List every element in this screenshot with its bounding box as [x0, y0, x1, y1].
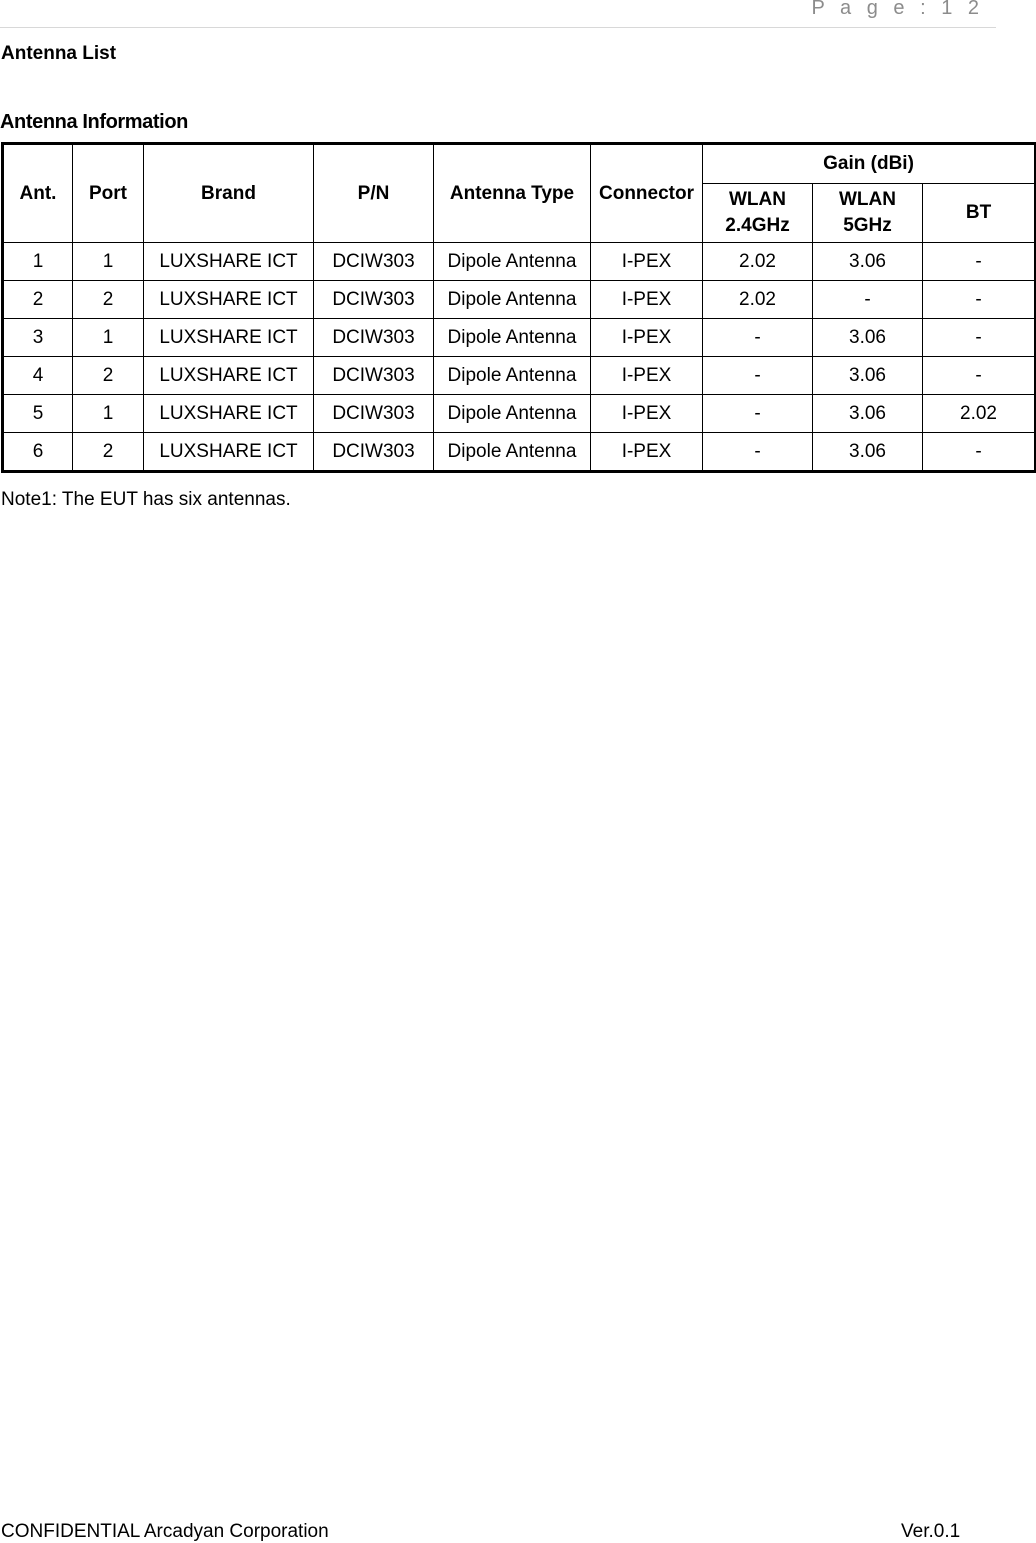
- col-header-wlan-5ghz-line2: 5GHz: [843, 215, 892, 236]
- col-header-pn: P/N: [314, 144, 434, 243]
- table-row: [3, 281, 1036, 319]
- col-header-wlan-5ghz-line1: WLAN: [839, 189, 896, 210]
- cell-brand: LUXSHARE ICT: [144, 357, 314, 395]
- cell-port: 1: [73, 395, 144, 433]
- col-header-bt: BT: [923, 184, 1036, 243]
- cell-port: 2: [73, 433, 144, 472]
- cell-antenna-type: Dipole Antenna: [434, 243, 591, 281]
- cell-gain-bt: -: [923, 281, 1036, 319]
- cell-ant: 5: [3, 395, 73, 433]
- table-header: [3, 144, 1036, 243]
- col-header-connector: Connector: [591, 144, 703, 243]
- cell-connector: I-PEX: [591, 395, 703, 433]
- page-number: P a g e : 1 2: [811, 0, 984, 19]
- cell-pn: DCIW303: [314, 357, 434, 395]
- cell-gain-wlan-5ghz: 3.06: [813, 357, 923, 395]
- cell-antenna-type: Dipole Antenna: [434, 357, 591, 395]
- footer-version: Ver.0.1: [901, 1521, 961, 1542]
- cell-pn: DCIW303: [314, 281, 434, 319]
- cell-ant: 6: [3, 433, 73, 472]
- col-header-wlan-24ghz: [703, 184, 813, 243]
- cell-connector: I-PEX: [591, 319, 703, 357]
- cell-ant: 1: [3, 243, 73, 281]
- col-header-wlan-24ghz-line2: 2.4GHz: [725, 215, 790, 236]
- cell-gain-wlan-24ghz: -: [703, 357, 813, 395]
- cell-antenna-type: Dipole Antenna: [434, 395, 591, 433]
- cell-brand: LUXSHARE ICT: [144, 395, 314, 433]
- table-body: [3, 243, 1036, 472]
- table-row: [3, 243, 1036, 281]
- table-row: [3, 433, 1036, 472]
- cell-gain-wlan-24ghz: -: [703, 395, 813, 433]
- cell-ant: 3: [3, 319, 73, 357]
- col-header-wlan-5ghz: [813, 184, 923, 243]
- subsection-title: Antenna Information: [0, 111, 188, 133]
- cell-port: 1: [73, 319, 144, 357]
- col-header-ant: Ant.: [3, 144, 73, 243]
- cell-brand: LUXSHARE ICT: [144, 281, 314, 319]
- col-header-brand: Brand: [144, 144, 314, 243]
- col-header-gain-group: Gain (dBi): [703, 144, 1036, 184]
- cell-gain-wlan-5ghz: -: [813, 281, 923, 319]
- section-title: Antenna List: [1, 43, 117, 64]
- cell-antenna-type: Dipole Antenna: [434, 319, 591, 357]
- cell-gain-wlan-5ghz: 3.06: [813, 243, 923, 281]
- col-header-port: Port: [73, 144, 144, 243]
- table-note: Note1: The EUT has six antennas.: [1, 489, 291, 510]
- page-header: [0, 0, 996, 28]
- cell-connector: I-PEX: [591, 281, 703, 319]
- cell-pn: DCIW303: [314, 433, 434, 472]
- cell-antenna-type: Dipole Antenna: [434, 281, 591, 319]
- cell-pn: DCIW303: [314, 395, 434, 433]
- cell-connector: I-PEX: [591, 243, 703, 281]
- footer-confidential: CONFIDENTIAL Arcadyan Corporation: [1, 1521, 329, 1542]
- cell-port: 2: [73, 357, 144, 395]
- col-header-wlan-24ghz-line1: WLAN: [729, 189, 786, 210]
- cell-gain-bt: -: [923, 433, 1036, 472]
- cell-gain-bt: -: [923, 243, 1036, 281]
- cell-gain-bt: -: [923, 357, 1036, 395]
- cell-gain-wlan-5ghz: 3.06: [813, 319, 923, 357]
- cell-connector: I-PEX: [591, 357, 703, 395]
- cell-gain-wlan-24ghz: -: [703, 433, 813, 472]
- cell-pn: DCIW303: [314, 243, 434, 281]
- table-row: [3, 395, 1036, 433]
- cell-brand: LUXSHARE ICT: [144, 319, 314, 357]
- cell-brand: LUXSHARE ICT: [144, 243, 314, 281]
- antenna-information-table: [1, 142, 1036, 473]
- cell-port: 1: [73, 243, 144, 281]
- cell-ant: 4: [3, 357, 73, 395]
- header-row: [3, 144, 1036, 184]
- cell-port: 2: [73, 281, 144, 319]
- col-header-antenna-type: Antenna Type: [434, 144, 591, 243]
- table-row: [3, 319, 1036, 357]
- cell-brand: LUXSHARE ICT: [144, 433, 314, 472]
- cell-gain-wlan-24ghz: -: [703, 319, 813, 357]
- cell-gain-wlan-24ghz: 2.02: [703, 281, 813, 319]
- cell-ant: 2: [3, 281, 73, 319]
- cell-gain-wlan-24ghz: 2.02: [703, 243, 813, 281]
- table-row: [3, 357, 1036, 395]
- cell-gain-wlan-5ghz: 3.06: [813, 433, 923, 472]
- cell-gain-wlan-5ghz: 3.06: [813, 395, 923, 433]
- cell-antenna-type: Dipole Antenna: [434, 433, 591, 472]
- cell-gain-bt: -: [923, 319, 1036, 357]
- cell-pn: DCIW303: [314, 319, 434, 357]
- cell-connector: I-PEX: [591, 433, 703, 472]
- cell-gain-bt: 2.02: [923, 395, 1036, 433]
